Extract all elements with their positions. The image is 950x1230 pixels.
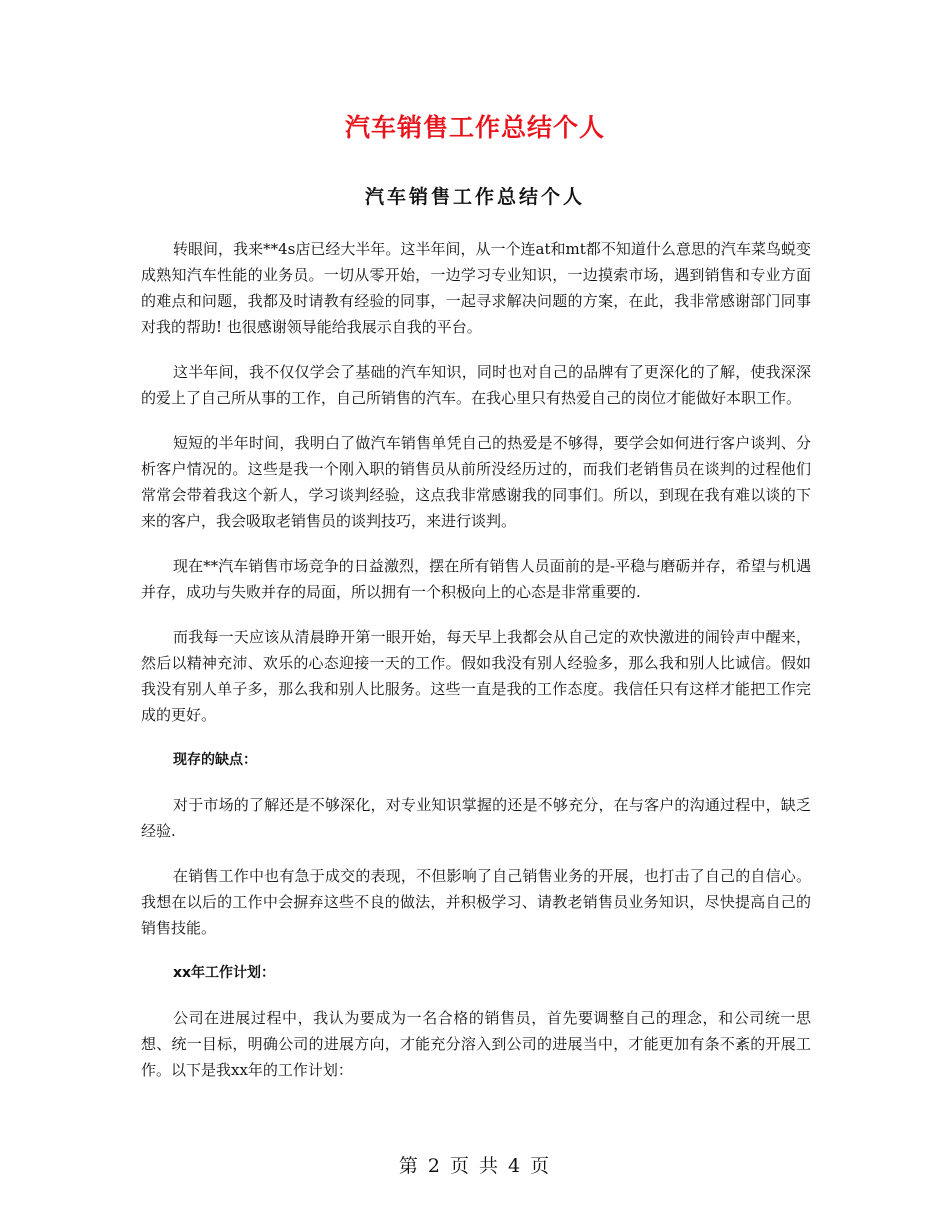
shortcoming-paragraph-1: 对于市场的了解还是不够深化，对专业知识掌握的还是不够充分，在与客户的沟通过程中，缺乏经验. bbox=[141, 796, 811, 840]
paragraph-1: 转眼间，我来**4s店已经大半年。这半年间，从一个连at和mt都不知道什么意思的汽车菜鸟蜕变成熟知汽车性能的业务员。一切从零开始，一边学习专业知识，一边摸索市场，遇到销售和专业方面的难点和问题，我都及时请教有经验的同事，一起寻求解决问题的方案，在此，我非常感谢部门同事对我的帮助! 也很感谢领导能给我展示自我的平台。 bbox=[141, 240, 811, 336]
document-body bbox=[141, 236, 811, 1102]
shortcoming-paragraph-2: 在销售工作中也有急于成交的表现，不但影响了自己销售业务的开展，也打击了自己的自信心。我想在以后的工作中会摒弃这些不良的做法，并积极学习、请教老销售员业务知识，尽快提高自己的销售技能。 bbox=[141, 867, 811, 937]
section-heading-shortcomings: 现存的缺点： bbox=[173, 752, 257, 768]
paragraph-3: 短短的半年时间，我明白了做汽车销售单凭自己的热爱是不够得，要学会如何进行客户谈判、分析客户情况的。这些是我一个刚入职的销售员从前所没经历过的，而我们老销售员在谈判的过程他们常常会带着我这个新人，学习谈判经验，这点我非常感谢我的同事们。所以，到现在我有难以谈的下来的客户，我会吸取老销售员的谈判技巧，来进行谈判。 bbox=[141, 434, 811, 530]
document-subtitle: 汽车销售工作总结个人 bbox=[364, 186, 585, 208]
page-footer bbox=[0, 1151, 950, 1178]
paragraph-4: 现在**汽车销售市场竞争的日益激烈，摆在所有销售人员面前的是-平稳与磨砺并存，希望与机遇并存，成功与失败并存的局面，所以拥有一个积极向上的心态是非常重要的. bbox=[141, 557, 811, 601]
section-heading-plan: xx年工作计划： bbox=[173, 965, 276, 981]
document-title: 汽车销售工作总结个人 bbox=[344, 113, 605, 142]
plan-paragraph-1: 公司在进展过程中，我认为要成为一名合格的销售员，首先要调整自己的理念，和公司统一思想、统一目标，明确公司的进展方向，才能充分溶入到公司的进展当中，才能更加有条不紊的开展工作。以下是我xx年的工作计划： bbox=[141, 1009, 811, 1079]
paragraph-5: 而我每一天应该从清晨睁开第一眼开始，每天早上我都会从自己定的欢快激进的闹铃声中醒来，然后以精神充沛、欢乐的心态迎接一天的工作。假如我没有别人经验多，那么我和别人比诚信。假如我没有别人单子多，那么我和别人比服务。这些一直是我的工作态度。我信任只有这样才能把工作完成的更好。 bbox=[141, 628, 811, 724]
page-number-label: 第 2 页 共 4 页 bbox=[398, 1155, 552, 1177]
paragraph-2: 这半年间，我不仅仅学会了基础的汽车知识，同时也对自己的品牌有了更深化的了解，使我深深的爱上了自己所从事的工作，自己所销售的汽车。在我心里只有热爱自己的岗位才能做好本职工作。 bbox=[141, 363, 811, 407]
